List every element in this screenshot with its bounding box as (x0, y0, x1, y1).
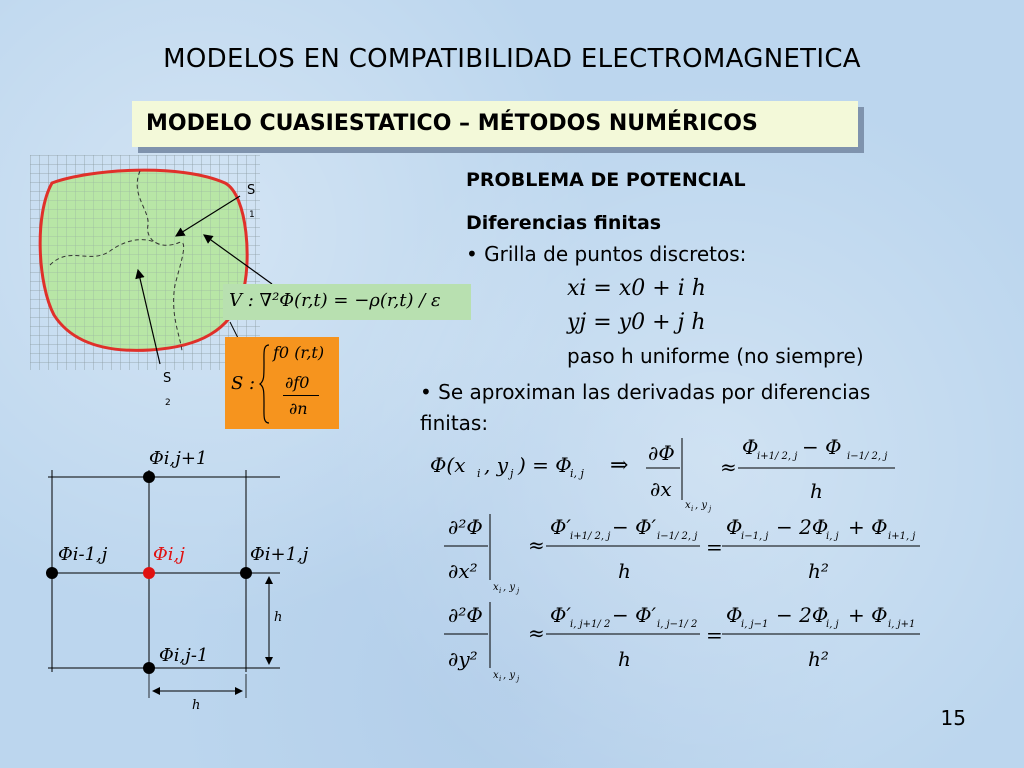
stencil-point-center (143, 567, 155, 579)
svg-text:i, j: i, j (826, 531, 839, 542)
v-pointer-arrow (204, 235, 272, 284)
svg-text:+ Φ: + Φ (848, 603, 888, 627)
svg-text:Φ′: Φ′ (550, 603, 571, 627)
svg-text:h: h (810, 479, 823, 503)
svg-text:, y: , y (695, 500, 708, 511)
label-phi-center: Φi,j (153, 544, 185, 565)
svg-text:h²: h² (808, 647, 829, 671)
stencil-point-bottom (143, 662, 155, 674)
section-heading: PROBLEMA DE POTENCIAL (466, 169, 746, 191)
svg-text:x: x (685, 500, 691, 511)
label-h-horizontal: h (192, 698, 201, 713)
svg-text:+ Φ: + Φ (848, 515, 888, 539)
svg-text:∂x: ∂x (650, 477, 672, 501)
svg-text:≈: ≈ (528, 621, 545, 645)
svg-text:− Φ: − Φ (802, 435, 842, 459)
s2-subscript: 2 (165, 398, 171, 408)
page-title: MODELOS EN COMPATIBILIDAD ELECTROMAGNETICA (163, 44, 861, 74)
svg-text:i, j: i, j (826, 619, 839, 630)
label-phi-top: Φi,j+1 (149, 448, 208, 469)
volume-equation-box (223, 284, 471, 320)
equation-y: yj = y0 + j h (567, 310, 706, 335)
svg-text:i, j: i, j (570, 467, 584, 480)
label-phi-bottom: Φi,j-1 (159, 645, 209, 666)
svg-text:i: i (477, 467, 481, 480)
s2-label: S (163, 371, 172, 386)
stencil-point-left (46, 567, 58, 579)
svg-text:i+1/ 2, j: i+1/ 2, j (757, 451, 798, 462)
svg-text:− 2Φ: − 2Φ (776, 515, 829, 539)
label-phi-right: Φi+1,j (250, 544, 309, 565)
svg-text:=: = (706, 623, 723, 647)
svg-text:x: x (493, 670, 499, 681)
stencil-point-top (143, 471, 155, 483)
bullet-derivatives: • Se aproximan las derivadas por diferencias (420, 380, 871, 404)
subtitle-text: MODELO CUASIESTATICO – MÉTODOS NUMÉRICOS (146, 111, 758, 136)
svg-text:Φ: Φ (726, 603, 743, 627)
svg-text:Φ: Φ (726, 515, 743, 539)
svg-text:− Φ′: − Φ′ (612, 515, 657, 539)
svg-text:− 2Φ: − 2Φ (776, 603, 829, 627)
svg-text:i+1, j: i+1, j (888, 531, 916, 542)
stencil-point-right (240, 567, 252, 579)
svg-text:j: j (709, 505, 712, 513)
page-number: 15 (940, 706, 966, 730)
volume-equation: V : ∇²Φ(r,t) = −ρ(r,t) / ε (229, 290, 441, 311)
svg-text:− Φ′: − Φ′ (612, 603, 657, 627)
svg-text:Φ′: Φ′ (550, 515, 571, 539)
svg-text:i−1, j: i−1, j (741, 531, 769, 542)
svg-text:i, j−1/ 2: i, j−1/ 2 (657, 619, 698, 630)
svg-text:, y: , y (484, 453, 509, 477)
surface-brace (259, 343, 271, 425)
step-note: paso h uniforme (no siempre) (567, 344, 864, 368)
svg-text:Φ: Φ (742, 435, 759, 459)
method-heading: Diferencias finitas (466, 212, 662, 234)
svg-text:j: j (517, 675, 520, 683)
surface-condition-box (225, 337, 339, 429)
svg-text:i, j+1: i, j+1 (888, 619, 916, 630)
stencil-diagram (40, 460, 300, 715)
svg-text:i: i (499, 675, 502, 683)
s2-pointer-arrow (138, 270, 160, 364)
svg-text:∂²Φ: ∂²Φ (448, 603, 483, 627)
svg-text:h: h (618, 559, 631, 583)
svg-text:h: h (618, 647, 631, 671)
svg-text:i, j−1: i, j−1 (741, 619, 769, 630)
s1-pointer-arrow (176, 196, 240, 236)
surface-df0: ∂f0 (285, 373, 310, 392)
label-h-vertical: h (274, 610, 283, 625)
bullet-derivatives-cont: finitas: (420, 411, 489, 435)
s1-subscript: 1 (249, 210, 255, 220)
svg-text:, y: , y (503, 670, 516, 681)
svg-text:≈: ≈ (528, 533, 545, 557)
svg-text:i: i (499, 587, 502, 595)
svg-text:h²: h² (808, 559, 829, 583)
svg-text:i−1/ 2, j: i−1/ 2, j (657, 531, 698, 542)
svg-text:Φ(x: Φ(x (430, 453, 466, 477)
svg-text:∂y²: ∂y² (448, 647, 478, 671)
svg-text:⇒: ⇒ (610, 453, 629, 478)
svg-text:) = Φ: ) = Φ (518, 453, 572, 477)
svg-text:j: j (517, 587, 520, 595)
label-phi-left: Φi-1,j (58, 544, 108, 565)
svg-text:∂x²: ∂x² (448, 559, 478, 583)
finite-difference-formulas (420, 430, 940, 690)
svg-text:i, j+1/ 2: i, j+1/ 2 (570, 619, 611, 630)
svg-text:, y: , y (503, 582, 516, 593)
bullet-grid: • Grilla de puntos discretos: (466, 242, 747, 266)
surface-label: S : (231, 373, 256, 394)
svg-text:j: j (510, 467, 514, 480)
svg-text:i: i (691, 505, 694, 513)
svg-text:=: = (706, 535, 723, 559)
svg-text:x: x (493, 582, 499, 593)
svg-text:∂²Φ: ∂²Φ (448, 515, 483, 539)
equation-x: xi = x0 + i h (567, 276, 706, 301)
surface-dn: ∂n (289, 399, 308, 418)
surface-f0: f0 (r,t) (273, 343, 325, 362)
svg-text:≈: ≈ (720, 455, 737, 479)
s1-label: S (247, 183, 256, 198)
svg-text:i−1/ 2, j: i−1/ 2, j (847, 451, 888, 462)
svg-text:∂Φ: ∂Φ (648, 441, 675, 465)
svg-text:i+1/ 2, j: i+1/ 2, j (570, 531, 611, 542)
